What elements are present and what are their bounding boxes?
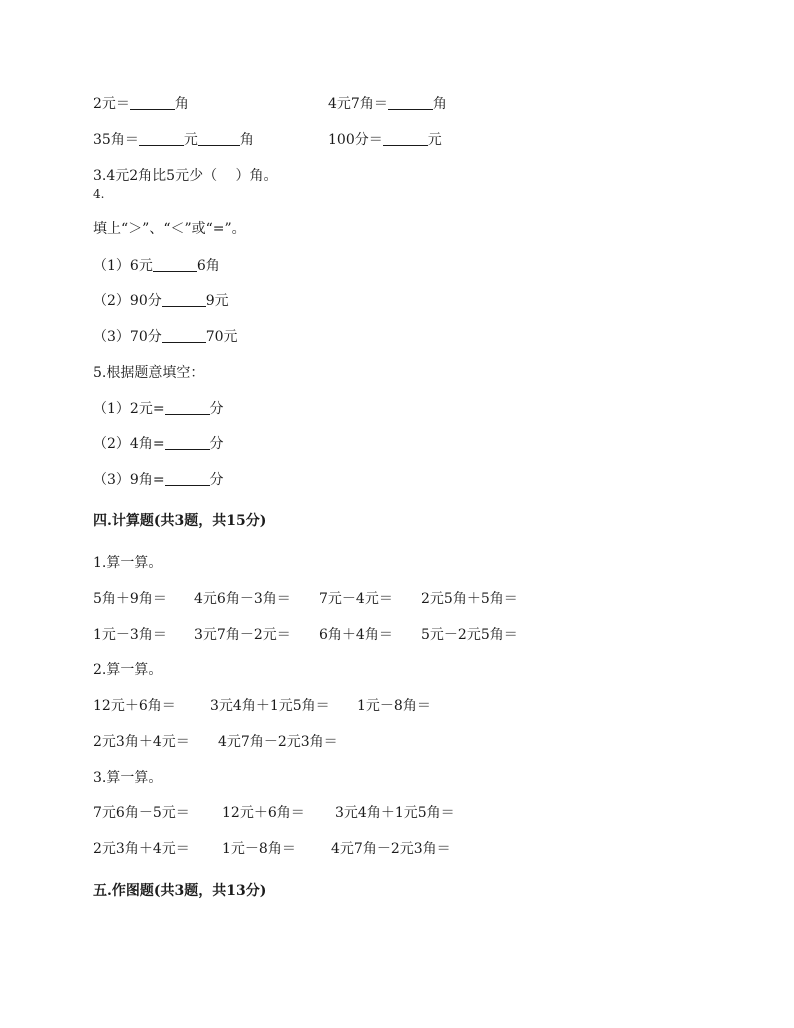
- fill-item: [93, 471, 224, 489]
- section-5-heading: 五.作图题(共3题，共13分): [93, 883, 267, 899]
- expr-text: （1）2元=: [93, 401, 165, 417]
- answer-blank[interactable]: [139, 131, 184, 146]
- unit-text: 分: [209, 401, 224, 417]
- fill-row-1b: [328, 95, 447, 113]
- expr-text: 4元7角＝: [328, 96, 388, 112]
- compare-item: [93, 328, 238, 346]
- calc-expr: 5元－2元5角＝: [421, 627, 518, 643]
- expr-text: 35角＝: [93, 132, 139, 148]
- compare-right: 9元: [205, 293, 229, 309]
- calc-expr: 6角＋4角＝: [319, 627, 393, 643]
- unit-text: 元: [427, 132, 442, 148]
- compare-item: [93, 292, 229, 310]
- unit-text: 元: [183, 132, 198, 148]
- calc-expr: 5角＋9角＝: [93, 591, 167, 607]
- expr-text: （3）9角=: [93, 472, 165, 488]
- calc-expr: 12元＋6角＝: [93, 698, 176, 714]
- answer-blank[interactable]: [388, 95, 433, 110]
- compare-item: [93, 257, 220, 275]
- fill-row-2a: [93, 131, 254, 149]
- expr-text: （2）4角=: [93, 436, 165, 452]
- calc-expr: 4元6角－3角＝: [194, 591, 291, 607]
- fill-item: [93, 435, 224, 453]
- answer-blank[interactable]: [165, 400, 210, 415]
- answer-blank[interactable]: [383, 131, 428, 146]
- calc-expr: 4元7角－2元3角＝: [218, 734, 338, 750]
- compare-left: （2）90分: [93, 293, 162, 309]
- question-4-instruction: 填上“＞”、“＜”或“=”。: [93, 221, 246, 237]
- compare-right: 70元: [205, 329, 238, 345]
- calc-expr: 2元5角＋5角＝: [421, 591, 518, 607]
- section-4-heading: 四.计算题(共3题，共15分): [93, 513, 267, 529]
- compare-left: （1）6元: [93, 258, 153, 274]
- answer-blank[interactable]: [162, 328, 206, 343]
- unit-text: 角: [239, 132, 254, 148]
- unit-text: 角: [174, 96, 189, 112]
- calc-expr: 3元4角＋1元5角＝: [210, 698, 330, 714]
- answer-blank[interactable]: [153, 257, 197, 272]
- expr-text: 2元＝: [93, 96, 130, 112]
- answer-blank[interactable]: [165, 471, 210, 486]
- unit-text: 分: [209, 436, 224, 452]
- calc-expr: 1元－8角＝: [222, 841, 296, 857]
- question-4-number: 4.: [93, 187, 105, 201]
- calc-expr: 2元3角＋4元＝: [93, 841, 190, 857]
- question-3: 3.4元2角比5元少（ ）角。: [93, 168, 278, 184]
- unit-text: 角: [432, 96, 447, 112]
- calc-expr: 7元－4元＝: [319, 591, 393, 607]
- calc-expr: 3元4角＋1元5角＝: [335, 805, 455, 821]
- fill-row-2b: [328, 131, 442, 149]
- calc-expr: 4元7角－2元3角＝: [331, 841, 451, 857]
- answer-blank[interactable]: [162, 292, 206, 307]
- compare-right: 6角: [196, 258, 220, 274]
- calc-expr: 1元－8角＝: [357, 698, 431, 714]
- calc-2-title: 2.算一算。: [93, 662, 163, 678]
- calc-expr: 3元7角－2元＝: [194, 627, 291, 643]
- fill-row-1a: [93, 95, 189, 113]
- question-5-title: 5.根据题意填空：: [93, 365, 205, 381]
- answer-blank[interactable]: [130, 95, 175, 110]
- calc-expr: 7元6角－5元＝: [93, 805, 190, 821]
- calc-expr: 1元－3角＝: [93, 627, 167, 643]
- compare-left: （3）70分: [93, 329, 162, 345]
- answer-blank[interactable]: [198, 131, 240, 146]
- calc-expr: 12元＋6角＝: [222, 805, 305, 821]
- unit-text: 分: [209, 472, 224, 488]
- fill-item: [93, 400, 224, 418]
- calc-1-title: 1.算一算。: [93, 555, 163, 571]
- expr-text: 100分＝: [328, 132, 383, 148]
- calc-expr: 2元3角＋4元＝: [93, 734, 190, 750]
- answer-blank[interactable]: [165, 435, 210, 450]
- calc-3-title: 3.算一算。: [93, 770, 163, 786]
